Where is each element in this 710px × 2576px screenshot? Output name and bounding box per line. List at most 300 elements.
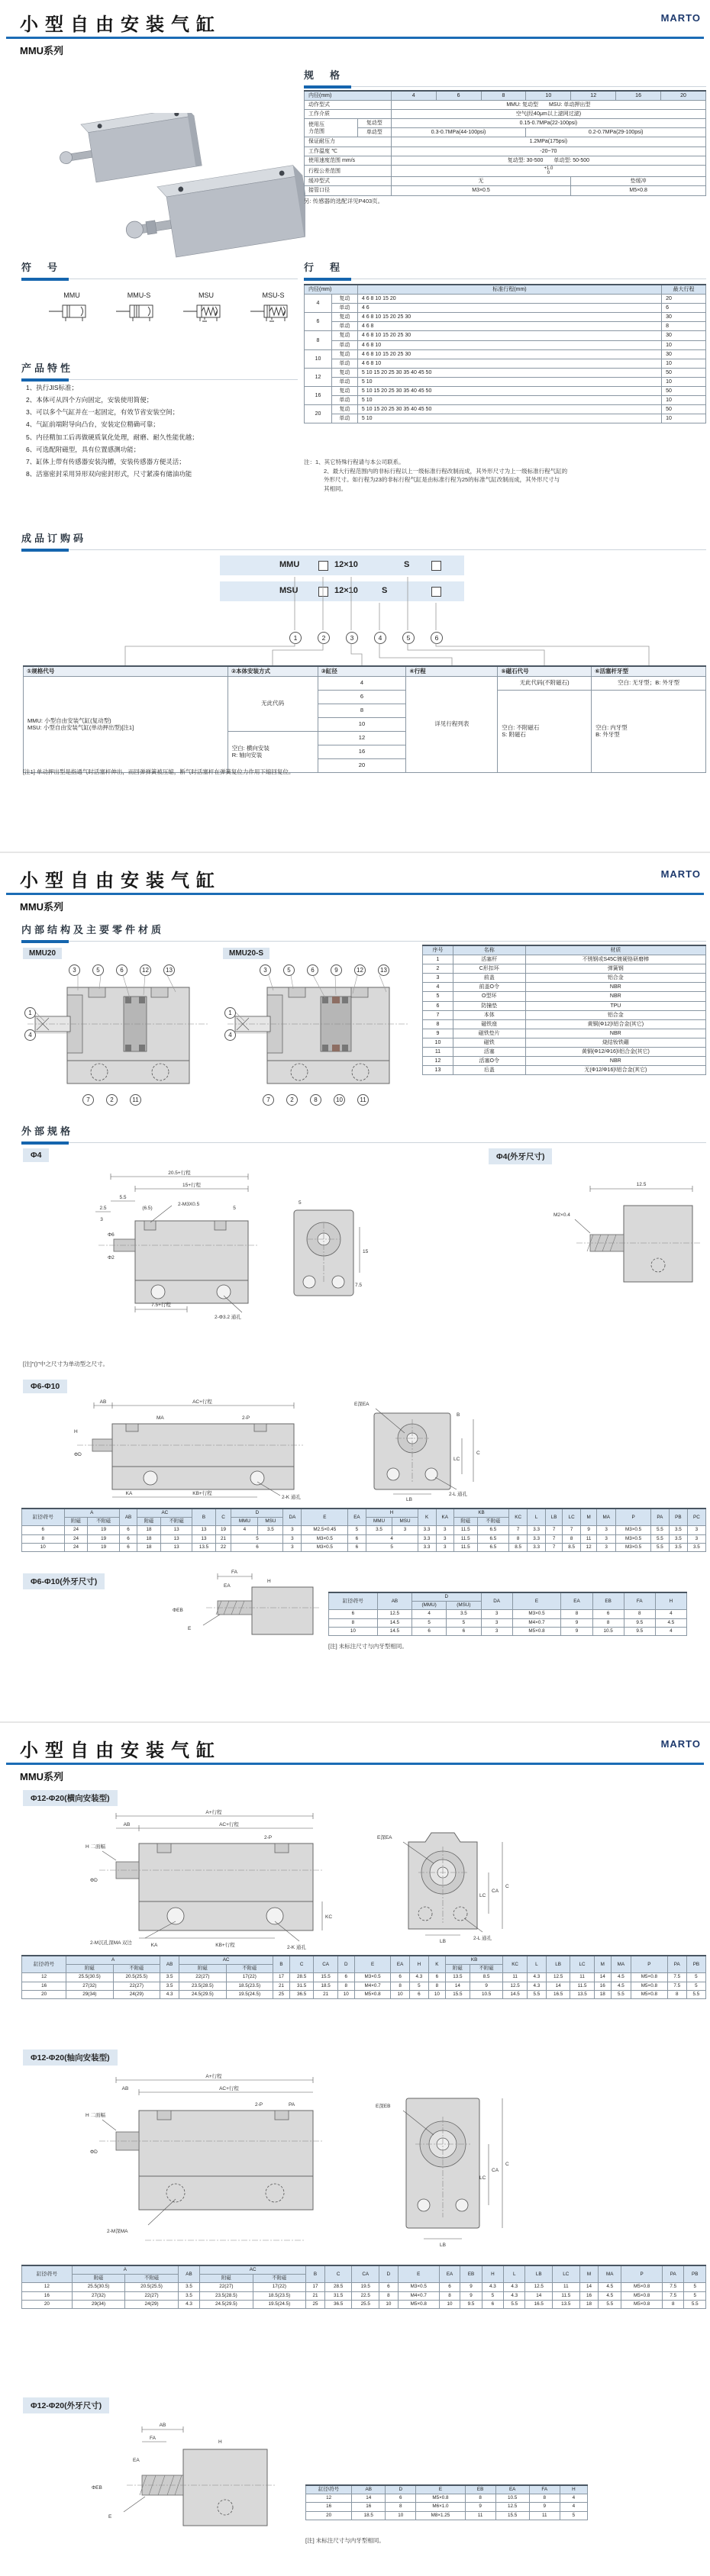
cell: 5 10 15 20 25 30 35 40 45 50 [357, 387, 661, 396]
header-cell: CA [314, 1956, 337, 1973]
svg-text:C: C [505, 2162, 509, 2167]
header-cell: ②本体安装方式 [228, 666, 318, 676]
cell: 7.5 [667, 1982, 686, 1990]
header-cell: 内径(mm) [305, 285, 358, 295]
list-item: 8、活塞密封采用异形双向密封形式，尺寸紧凑有储油功能 [26, 469, 192, 478]
cell: 9 [460, 2291, 482, 2300]
header-cell: C [215, 1509, 231, 1526]
cell: 14 [594, 1973, 611, 1982]
cell: 4.3 [504, 2291, 525, 2300]
svg-text:ΦD: ΦD [74, 1452, 82, 1457]
cell: M3×0.5 [616, 1534, 651, 1543]
spec-note: 另: 传感器的选配详见P403页。 [304, 198, 384, 204]
cell: 3.5 [669, 1526, 687, 1534]
svg-text:AC+行程: AC+行程 [219, 2086, 239, 2091]
cell: 24.5(29.5) [179, 1990, 226, 1998]
cell: 18.5(23.5) [226, 1982, 273, 1990]
cell: 22.5 [352, 2291, 379, 2300]
cell: 8 [423, 1019, 453, 1029]
cell: 4 [655, 1610, 686, 1618]
part-numbers-top [69, 964, 175, 976]
header-cell: 缸径\符号 [22, 1956, 66, 1973]
header-cell: LC [563, 1509, 581, 1526]
header-cell: 20 [661, 91, 706, 101]
cell: 8.5 [563, 1543, 581, 1551]
header-cell: (MSU) [447, 1602, 481, 1610]
cell: 7 [546, 1526, 563, 1534]
svg-text:E深EA: E深EA [377, 1835, 392, 1840]
header-cell: 序号 [423, 945, 453, 955]
cell: 13 [160, 1543, 192, 1551]
cell: 5 [423, 992, 453, 1001]
cell: 6.5 [477, 1534, 509, 1543]
cell: 工作温度 ℃ [305, 147, 392, 156]
header-cell: E [354, 1956, 391, 1973]
cell: 3.3 [528, 1534, 546, 1543]
svg-text:H: H [267, 1579, 271, 1584]
cell: 8 [624, 1610, 655, 1618]
page-header-2 [6, 861, 704, 920]
code-part: S [404, 560, 410, 569]
header-cell: C [289, 1956, 313, 1973]
page-break [0, 1721, 710, 1723]
phi6-ext-table [328, 1592, 687, 1636]
cell: 6 [592, 1610, 624, 1618]
phi6-ext-note: [注] 未标注尺寸与内牙型相同。 [328, 1643, 408, 1650]
header-cell: 不附磁 [125, 2275, 178, 2283]
cell: 16 [594, 1982, 611, 1990]
header-cell: A [72, 2265, 178, 2275]
svg-text:ΦEB: ΦEB [173, 1608, 183, 1613]
cell: 30 [662, 331, 706, 340]
list-item: 1、执行JIS标准； [26, 384, 79, 391]
page-title: 小型自由安装气缸 [20, 1740, 221, 1761]
cell: 0.2-0.7MPa(29-100psi) [526, 128, 706, 137]
cell: TPU [525, 1001, 705, 1010]
cell: M3×0.5 [354, 1973, 391, 1982]
list-item: 2 [106, 1094, 118, 1106]
cell: 单动 [331, 322, 357, 331]
phi6-side-view [65, 1396, 324, 1503]
cell: 50 [662, 368, 706, 377]
cell: 4.5 [599, 2291, 621, 2300]
svg-text:2-P: 2-P [264, 1835, 273, 1840]
cell: 活塞杆 [453, 955, 525, 964]
cell: 11.5 [453, 1526, 477, 1534]
phi6-dimension-table [21, 1508, 706, 1552]
cell: 12 [22, 2283, 73, 2291]
cell: 14.5 [377, 1627, 411, 1635]
cell: 9 [561, 1627, 592, 1635]
header-cell: P [616, 1509, 651, 1526]
cell: 8 [379, 2291, 399, 2300]
cell: 5 [686, 1973, 705, 1982]
cell: 3.5 [669, 1534, 687, 1543]
cell: 11 [581, 1534, 597, 1543]
cell: 31.5 [324, 2291, 352, 2300]
cell: 3.5 [669, 1543, 687, 1551]
cell: 磁铁 [453, 1038, 525, 1047]
svg-text:LB: LB [440, 1939, 446, 1944]
svg-text:C: C [476, 1451, 480, 1456]
cell: M5×0.8 [631, 1982, 668, 1990]
header-cell: C [324, 2265, 352, 2283]
cell: 5 10 [357, 414, 661, 423]
section-title: 外部规格 [21, 1125, 74, 1137]
cell: 0.15-0.7MPa(22-100psi) [391, 119, 705, 128]
cell: 6 [318, 690, 406, 704]
cell: 防撞垫 [453, 1001, 525, 1010]
header-cell: 8 [481, 91, 526, 101]
header-cell: 缸径\符号 [22, 1509, 65, 1526]
header-cell: E [416, 2485, 465, 2494]
cell: 12 [305, 368, 332, 386]
header-cell: B [273, 1956, 290, 1973]
cell: 20 [305, 405, 332, 423]
code-digit-5: 5 [402, 632, 415, 644]
cell: 空白: 不附磁石 S: 附磁石 [498, 690, 592, 772]
cell: M3×0.5 [391, 186, 571, 195]
cell: 8 [465, 2494, 495, 2503]
svg-text:LC: LC [479, 2175, 486, 2181]
svg-text:ΦD: ΦD [90, 1878, 98, 1883]
cell: 8 [667, 1990, 686, 1998]
cell: 4 [412, 1610, 447, 1618]
cell: 详见行程列表 [406, 676, 498, 772]
header-cell: DA [283, 1509, 302, 1526]
cell: 10 [305, 349, 332, 368]
cell: 4 [560, 2494, 587, 2503]
header-cell: L [504, 2265, 525, 2283]
cell: 8 [391, 1982, 409, 1990]
cell: 5.5 [650, 1543, 669, 1551]
header-cell: PC [687, 1509, 705, 1526]
svg-text:LC: LC [479, 1893, 486, 1898]
svg-text:5: 5 [299, 1200, 302, 1206]
cell: 8 [428, 1982, 445, 1990]
cell: 28.5 [324, 2283, 352, 2291]
table [21, 2265, 706, 2309]
cell: 5 [560, 2511, 587, 2520]
cell: NBR [525, 992, 705, 1001]
cell: 铝合金 [525, 974, 705, 983]
svg-text:LC: LC [453, 1457, 460, 1462]
cell: 50 [662, 405, 706, 414]
cell: 4 6 8 10 15 20 [357, 295, 661, 304]
cell: 3.5 [160, 1973, 179, 1982]
brand-logo: MARTO [660, 12, 701, 24]
code-part: 12×10 [334, 586, 358, 595]
ordering-note: [注1] 单动押出型是指通气时活塞杆伸出，而回弹弹簧被压缩，断气时活塞杆在弹簧复位力作用下缩回复位。 [23, 768, 295, 775]
header-cell: M [581, 1509, 597, 1526]
svg-text:2-K 通孔: 2-K 通孔 [282, 1495, 301, 1500]
section-external [21, 1123, 706, 1143]
cell: 4 6 8 10 15 20 25 30 [357, 331, 661, 340]
list-item: 2、本体可从四个方向固定，安装使用简便； [26, 396, 153, 404]
cell: 10 [423, 1038, 453, 1047]
cell: 6 [348, 1534, 366, 1543]
cell: 6.5 [477, 1526, 509, 1534]
list-item: 6、可选配附磁型，具有位置感测功能； [26, 445, 140, 453]
cell: 3 [687, 1526, 705, 1534]
list-item: 其相同。 [324, 485, 347, 492]
svg-text:2-P: 2-P [255, 2102, 263, 2107]
header-cell: D [386, 2485, 416, 2494]
cell: 单动 [331, 340, 357, 349]
cell: 11.5 [453, 1543, 477, 1551]
cell: 10 [662, 340, 706, 349]
cell: M8×1.25 [416, 2511, 465, 2520]
cell: NBR [525, 1029, 705, 1038]
cell: 8 [563, 1534, 581, 1543]
svg-text:E: E [188, 1626, 192, 1631]
cell: 6 [231, 1543, 283, 1551]
svg-text:E: E [108, 2514, 112, 2520]
cell: 5 [348, 1526, 366, 1534]
header-cell: PA [650, 1509, 669, 1526]
cell: 6 [379, 2283, 399, 2291]
list-item: 2 [286, 1094, 298, 1106]
cell: 4 [560, 2503, 587, 2511]
cell: 36.5 [289, 1990, 313, 1998]
cell: 复动 [331, 368, 357, 377]
cell: 8 [305, 331, 332, 349]
header-cell: 不附磁 [160, 1518, 192, 1526]
cell: 22(27) [179, 1973, 226, 1982]
cell: 5 [366, 1543, 418, 1551]
cell: 1 [423, 955, 453, 964]
cell: 21 [314, 1990, 337, 1998]
cell: 黄铜(Φ12/Φ16)\铝合金(其它) [525, 1048, 705, 1057]
header-cell: EA [561, 1592, 592, 1610]
header-cell: PB [684, 2265, 706, 2283]
cell: 工作介质 [305, 110, 392, 119]
cell: 20 [22, 1990, 66, 1998]
cell: 19.5 [352, 2283, 379, 2291]
cell: 5.5 [684, 2300, 706, 2308]
code-part: MMU [279, 560, 300, 569]
header-cell: H [560, 2485, 587, 2494]
list-item: 3、可以多个气缸并在一起固定，有效节省安装空间； [26, 408, 179, 417]
cell: 14 [546, 1982, 570, 1990]
cell: 5 10 15 20 25 30 35 40 45 50 [357, 405, 661, 414]
header-cell: 不附磁 [477, 1518, 509, 1526]
list-item: 11 [130, 1094, 141, 1106]
cell: 3.5 [366, 1526, 392, 1534]
cell: 铝合金 [525, 1010, 705, 1019]
cell: 14 [525, 2291, 553, 2300]
list-item: 9 [331, 964, 342, 976]
cell: 6 [482, 2300, 503, 2308]
hmount-end-view [366, 1807, 527, 1952]
cell: 11 [465, 2511, 495, 2520]
code-part: S [382, 586, 388, 595]
svg-text:AC+行程: AC+行程 [219, 1822, 239, 1827]
cell: 0.3-0.7MPa(44-100psi) [391, 128, 526, 137]
table [328, 1592, 687, 1636]
cell: 3 [436, 1526, 453, 1534]
cell: M6×1.0 [416, 2503, 465, 2511]
cell: 19.5(24.5) [226, 1990, 273, 1998]
svg-text:M2×0.4: M2×0.4 [553, 1212, 570, 1218]
list-item: 7 [82, 1094, 94, 1106]
cell: 16 [352, 2503, 386, 2511]
cell: 21 [306, 2291, 325, 2300]
header-cell: 不附磁 [470, 1965, 503, 1973]
cell: 11 [529, 2511, 560, 2520]
list-item: 13 [378, 964, 389, 976]
cell: 8.5 [470, 1973, 503, 1982]
cell: 24 [64, 1534, 88, 1543]
cell: 5 10 [357, 377, 661, 386]
list-item: 4 [24, 1029, 36, 1041]
cell: 4.3 [160, 1990, 179, 1998]
cell: 10 [318, 717, 406, 731]
cell: 9 [423, 1029, 453, 1038]
header-rule [6, 893, 704, 895]
cell: 6 [447, 1627, 481, 1635]
header-cell: PB [669, 1509, 687, 1526]
list-item: 10 [334, 1094, 345, 1106]
header-cell: AB [119, 1509, 137, 1526]
svg-text:ΦD: ΦD [90, 2149, 98, 2155]
svg-text:EA: EA [224, 1583, 231, 1589]
header-cell: FA [624, 1592, 655, 1610]
header-cell: 名称 [453, 945, 525, 955]
header-cell: 标准行程(mm) [357, 285, 661, 295]
cell: 12 [306, 2494, 352, 2503]
part-numbers-bottom [263, 1094, 369, 1106]
header-cell: 不附磁 [113, 1965, 160, 1973]
cell: 13 [423, 1066, 453, 1075]
cell: 13.5 [570, 1990, 594, 1998]
svg-text:KC: KC [325, 1914, 333, 1920]
header-cell: A [66, 1956, 160, 1965]
cell: 4.5 [655, 1618, 686, 1627]
cell: 19.5(24.5) [253, 2300, 305, 2308]
cell: 6 [412, 1627, 447, 1635]
cell: 活塞 [453, 1048, 525, 1057]
header-cell: E [398, 2265, 439, 2283]
cell: 8.5 [509, 1543, 528, 1551]
section-title: 符 号 [21, 262, 61, 273]
cell: 12.5 [377, 1610, 411, 1618]
cell: 12 [423, 1057, 453, 1066]
svg-text:CA: CA [492, 1889, 499, 1894]
cell: 17(22) [253, 2283, 305, 2291]
list-item: 5 [283, 964, 295, 976]
cell: 单动 [331, 359, 357, 368]
svg-text:2.5: 2.5 [99, 1206, 107, 1211]
cell: 9 [465, 2503, 495, 2511]
cell: M3×0.5 [616, 1543, 651, 1551]
header-cell: AC [179, 1956, 273, 1965]
cell: 30 [662, 313, 706, 322]
cell: 单动型 [357, 128, 391, 137]
cell: 4.3 [527, 1973, 546, 1982]
cell: 无此代码 [228, 676, 318, 731]
svg-text:H: H [74, 1429, 78, 1435]
cell: 17 [273, 1973, 290, 1982]
cell: 4 6 [357, 304, 661, 313]
header-cell: LC [553, 2265, 580, 2283]
cell: 11 [553, 2283, 580, 2291]
cell: 10 [391, 1990, 409, 1998]
list-item: 8 [310, 1094, 321, 1106]
cell: 烧结钕铁硼 [525, 1038, 705, 1047]
list-item: 4 [224, 1029, 236, 1041]
header-cell: LB [525, 2265, 553, 2283]
cell: 黄铜(Φ12)\铝合金(其它) [525, 1019, 705, 1029]
cell: 18 [594, 1990, 611, 1998]
cell: 单动 [331, 414, 357, 423]
cell: 9 [529, 2503, 560, 2511]
cell: 4.3 [504, 2283, 525, 2291]
header-cell: EB [592, 1592, 624, 1610]
page-title: 小型自由安装气缸 [20, 14, 221, 35]
svg-text:20.5+行程: 20.5+行程 [168, 1170, 191, 1176]
cell: 6 [423, 1001, 453, 1010]
cell: 3 [436, 1534, 453, 1543]
cell: 13 [192, 1526, 215, 1534]
cell: 3.3 [418, 1543, 436, 1551]
series-label: MMU系列 [20, 45, 64, 56]
cell: 25.5(30.5) [66, 1973, 113, 1982]
cell: 10 [439, 2300, 460, 2308]
header-cell: AB [352, 2485, 386, 2494]
cell: 20 [662, 295, 706, 304]
cell: M3×0.5 [302, 1534, 348, 1543]
phi4-end-view [279, 1189, 374, 1322]
header-cell: H [366, 1509, 418, 1518]
svg-text:(6.5): (6.5) [142, 1206, 153, 1211]
svg-text:LB: LB [406, 1497, 412, 1502]
cell: 5 [409, 1982, 428, 1990]
cell: 复动 [331, 331, 357, 340]
cell: 6.5 [477, 1543, 509, 1551]
header-cell: (MMU) [412, 1602, 447, 1610]
cell: 4.3 [482, 2283, 503, 2291]
cell: 8 [662, 322, 706, 331]
cell: 16 [305, 387, 332, 405]
bore-chip-hmount: Φ12-Φ20(横向安装型) [23, 1790, 118, 1806]
cell: 复动 [331, 405, 357, 414]
cell: 5 [447, 1618, 481, 1627]
phi4-ext-thread-view [531, 1166, 706, 1307]
header-cell: P [621, 2265, 663, 2283]
cell: 8 [663, 2300, 684, 2308]
cell: 16.5 [546, 1990, 570, 1998]
cell: 4 [655, 1627, 686, 1635]
cell: 10 [22, 1543, 65, 1551]
svg-text:H 二面幅: H 二面幅 [86, 1844, 105, 1850]
list-item: 11 [357, 1094, 369, 1106]
cell: 5.5 [527, 1990, 546, 1998]
cell: 15.5 [495, 2511, 529, 2520]
header-cell: PA [667, 1956, 686, 1973]
cell: 10 [329, 1627, 378, 1635]
cell: 10 [337, 1990, 354, 1998]
svg-text:AB: AB [121, 2086, 129, 2091]
cutaway-mmu20s [223, 948, 414, 1108]
svg-text:KA: KA [125, 1491, 133, 1496]
cell: 4 [318, 676, 406, 690]
cell: 13 [192, 1534, 215, 1543]
cell: 使用压 力范围 [305, 119, 358, 137]
cell: 3 [436, 1543, 453, 1551]
header-cell: ④行程 [406, 666, 498, 676]
cell: 7 [546, 1543, 563, 1551]
